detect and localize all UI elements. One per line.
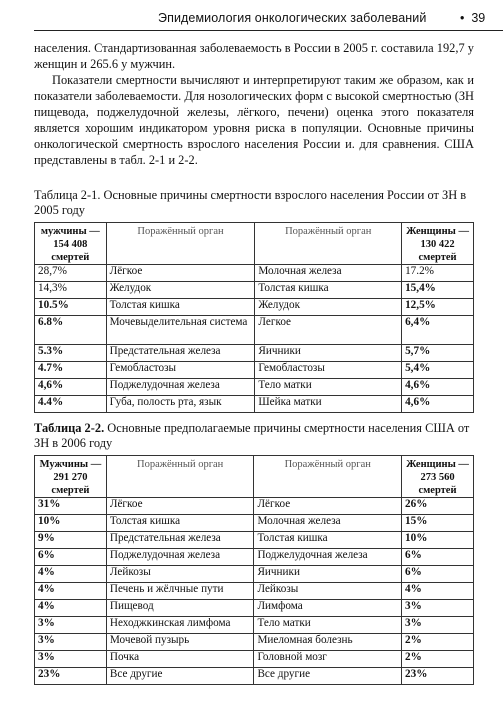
table-row: [35, 634, 474, 651]
table-usa-mortality: [34, 455, 474, 685]
women-organ-cell: Легкое: [255, 316, 402, 345]
men-percent-cell: 3%: [35, 634, 107, 651]
women-organ-cell: Лёгкое: [254, 498, 402, 515]
table-row: [35, 668, 474, 685]
women-percent-cell: 2%: [402, 634, 474, 651]
table-row: [35, 299, 474, 316]
men-percent-cell: 23%: [35, 668, 107, 685]
men-organ-cell: Губа, полость рта, язык: [106, 396, 255, 413]
table-row: [35, 345, 474, 362]
women-organ-cell: Все другие: [254, 668, 402, 685]
men-percent-cell: 4%: [35, 600, 107, 617]
women-organ-cell: Тело матки: [255, 379, 402, 396]
men-organ-cell: Желудок: [106, 282, 255, 299]
men-organ-cell: Предстательная железа: [106, 345, 255, 362]
men-organ-cell: Пищевод: [106, 600, 254, 617]
men-percent-cell: 4.4%: [35, 396, 107, 413]
women-percent-cell: 6,4%: [402, 316, 474, 345]
women-percent-cell: 4%: [402, 583, 474, 600]
men-organ-cell: Поджелудочная железа: [106, 379, 255, 396]
table-row: [35, 651, 474, 668]
table-header-row: [35, 223, 474, 265]
men-percent-cell: 4%: [35, 566, 107, 583]
table-row: [35, 583, 474, 600]
body-text: [34, 40, 474, 168]
men-organ-cell: Почка: [106, 651, 254, 668]
men-organ-cell: Мочевыделительная система: [106, 316, 255, 345]
table2-caption: [34, 421, 474, 451]
table2-caption-label: Таблица 2-2.: [34, 421, 105, 435]
table-row: [35, 600, 474, 617]
page-number-area: [460, 11, 485, 25]
men-organ-cell: Толстая кишка: [106, 299, 255, 316]
men-organ-cell: Поджелудочная железа: [106, 549, 254, 566]
women-organ-cell: Яичники: [255, 345, 402, 362]
men-percent-cell: 10.5%: [35, 299, 107, 316]
men-percent-cell: 4%: [35, 583, 107, 600]
table-row: [35, 549, 474, 566]
women-percent-cell: 15%: [402, 515, 474, 532]
table-row: [35, 362, 474, 379]
men-percent-cell: 3%: [35, 617, 107, 634]
men-organ-cell: Лёгкое: [106, 498, 254, 515]
women-organ-cell: Толстая кишка: [255, 282, 402, 299]
women-percent-cell: 5,4%: [402, 362, 474, 379]
women-percent-cell: 3%: [402, 617, 474, 634]
men-percent-cell: 4,6%: [35, 379, 107, 396]
men-percent-cell: 9%: [35, 532, 107, 549]
women-percent-cell: 4,6%: [402, 396, 474, 413]
men-percent-cell: 3%: [35, 651, 107, 668]
header-rule: [34, 30, 503, 31]
table-row: [35, 265, 474, 282]
women-organ-cell: Молочная железа: [255, 265, 402, 282]
organ-header: Поражённый орган: [255, 223, 402, 265]
women-percent-cell: 26%: [402, 498, 474, 515]
table2-caption-text: Основные предполагаемые причины смертности населения США от ЗН в 2006 году: [34, 421, 470, 450]
women-header: Женщины — 273 560 смертей: [402, 456, 474, 498]
women-organ-cell: Миеломная болезнь: [254, 634, 402, 651]
women-percent-cell: 3%: [402, 600, 474, 617]
women-percent-cell: 6%: [402, 549, 474, 566]
page-number: 39: [471, 11, 486, 25]
men-organ-cell: Толстая кишка: [106, 515, 254, 532]
men-percent-cell: 5.3%: [35, 345, 107, 362]
women-organ-cell: Гемобластозы: [255, 362, 402, 379]
men-header: мужчины — 154 408 смертей: [35, 223, 107, 265]
organ-header: Поражённый орган: [254, 456, 402, 498]
women-organ-cell: Лимфома: [254, 600, 402, 617]
men-organ-cell: Все другие: [106, 668, 254, 685]
men-percent-cell: 4.7%: [35, 362, 107, 379]
men-organ-cell: Гемобластозы: [106, 362, 255, 379]
women-organ-cell: Поджелудочная железа: [254, 549, 402, 566]
table1-caption: Таблица 2-1. Основные причины смертности взрослого населения России от ЗН в 2005 году: [34, 188, 467, 217]
women-organ-cell: Молочная железа: [254, 515, 402, 532]
women-percent-cell: 5,7%: [402, 345, 474, 362]
table-row: [35, 515, 474, 532]
running-header: [0, 10, 503, 32]
table-row: [35, 282, 474, 299]
running-title: Эпидемиология онкологических заболеваний: [158, 11, 427, 25]
men-organ-cell: Лейкозы: [106, 566, 254, 583]
men-percent-cell: 28,7%: [35, 265, 107, 282]
men-percent-cell: 10%: [35, 515, 107, 532]
women-percent-cell: 6%: [402, 566, 474, 583]
table-row: [35, 379, 474, 396]
table-row: [35, 316, 474, 345]
women-percent-cell: 15,4%: [402, 282, 474, 299]
men-percent-cell: 14,3%: [35, 282, 107, 299]
men-organ-cell: Лёгкое: [106, 265, 255, 282]
women-organ-cell: Головной мозг: [254, 651, 402, 668]
men-percent-cell: 6.8%: [35, 316, 107, 345]
men-organ-cell: Предстательная железа: [106, 532, 254, 549]
men-organ-cell: Мочевой пузырь: [106, 634, 254, 651]
women-header: Женщины — 130 422 смертей: [402, 223, 474, 265]
men-organ-cell: Печень и жёлчные пути: [106, 583, 254, 600]
women-organ-cell: Тело матки: [254, 617, 402, 634]
men-percent-cell: 31%: [35, 498, 107, 515]
women-percent-cell: 4,6%: [402, 379, 474, 396]
organ-header: Поражённый орган: [106, 456, 254, 498]
bullet: •: [460, 11, 465, 25]
table-row: [35, 532, 474, 549]
women-organ-cell: Толстая кишка: [254, 532, 402, 549]
table-header-row: [35, 456, 474, 498]
table-row: [35, 617, 474, 634]
women-percent-cell: 12,5%: [402, 299, 474, 316]
women-percent-cell: 10%: [402, 532, 474, 549]
women-organ-cell: Желудок: [255, 299, 402, 316]
table-row: [35, 396, 474, 413]
women-organ-cell: Лейкозы: [254, 583, 402, 600]
table-row: [35, 566, 474, 583]
women-percent-cell: 2%: [402, 651, 474, 668]
men-header: Мужчины — 291 270 смертей: [35, 456, 107, 498]
table-russia-mortality: [34, 222, 474, 413]
table-row: [35, 498, 474, 515]
women-organ-cell: Яичники: [254, 566, 402, 583]
men-organ-cell: Неходжкинская лимфома: [106, 617, 254, 634]
women-percent-cell: 17.2%: [402, 265, 474, 282]
men-percent-cell: 6%: [35, 549, 107, 566]
paragraph-mortality: Показатели смертности вычисляют и интерпретируют таким же образом, как и показатели заболеваемости. Для нозологических форм с высокой смертностью (ЗН пищевода, поджелудочной железы, лёгкого, печени) оценка этого показателя является хорошим индикатором уровня риска в популяции. Основные причины онкологической смертность взрослого населения России и. для сравнения. США представлены в табл. 2-1 и 2-2.: [34, 73, 474, 167]
women-percent-cell: 23%: [402, 668, 474, 685]
paragraph-continued: населения. Стандартизованная заболеваемость в России в 2005 г. составила 192,7 у женщин и 265.6 у мужчин.: [34, 41, 474, 71]
organ-header: Поражённый орган: [106, 223, 255, 265]
women-organ-cell: Шейка матки: [255, 396, 402, 413]
